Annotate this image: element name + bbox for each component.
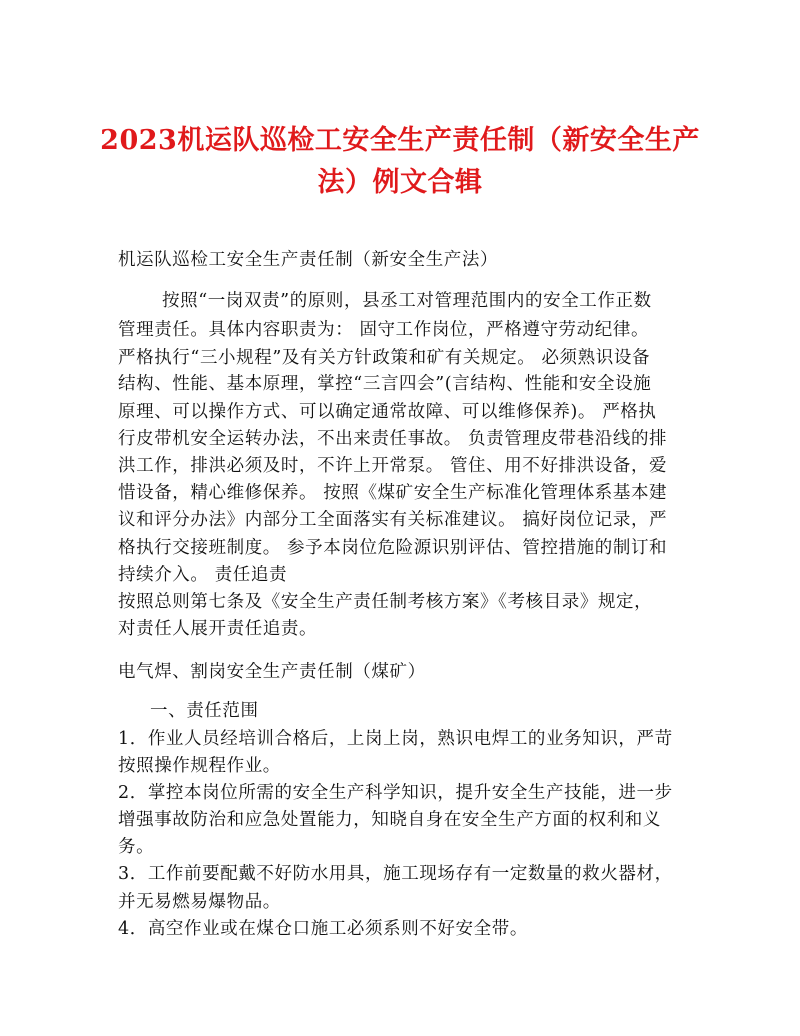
paragraph-line: 行皮带机安全运转办法，不出来责任事故。 负责管理皮带巷沿线的排 bbox=[118, 429, 668, 449]
section2-heading: 电气焊、割岗安全生产责任制（煤矿） bbox=[118, 662, 426, 682]
paragraph-line: 格执行交接班制度。 参予本岗位危险源识别评估、管控措施的制订和 bbox=[118, 538, 668, 558]
list-item-line: 按照操作规程作业。 bbox=[118, 756, 281, 776]
paragraph-line: 议和评分办法》内部分工全面落实有关标准建议。 搞好岗位记录，严 bbox=[118, 510, 668, 530]
list-item-line: 1．作业人员经培训合格后，上岗上岗，熟识电焊工的业务知识，严苛 bbox=[118, 729, 673, 749]
list-item-line: 2．掌控本岗位所需的安全生产科学知识，提升安全生产技能，进一步 bbox=[118, 783, 673, 803]
document-title bbox=[100, 120, 700, 204]
list-item-line: 增强事故防治和应急处置能力，知晓自身在安全生产方面的权利和义 bbox=[118, 810, 661, 830]
list-item-line: 并无易燃易爆物品。 bbox=[118, 892, 281, 912]
paragraph-line: 惜设备，精心维修保养。 按照《煤矿安全生产标准化管理体系基本建 bbox=[118, 483, 668, 503]
title-line-1: 2023机运队巡检工安全生产责任制（新安全生产 bbox=[100, 125, 700, 156]
paragraph-line: 按照“一岗双责”的原则，县丞工对管理范围内的安全工作正数 bbox=[162, 291, 652, 311]
paragraph-line: 原理、可以操作方式、可以确定通常故障、可以维修保养)。 严格执 bbox=[118, 402, 657, 422]
paragraph-line: 按照总则第七条及《安全生产责任制考核方案》《考核目录》规定， bbox=[118, 592, 653, 612]
section1-heading: 机运队巡检工安全生产责任制（新安全生产法） bbox=[118, 250, 499, 270]
paragraph-line: 持续介入。 责任追责 bbox=[118, 565, 288, 585]
paragraph-line: 对责任人展开责任追责。 bbox=[118, 619, 318, 639]
paragraph-line: 结构、性能、基本原理，掌控“三言四会”(言结构、性能和安全设施 bbox=[118, 374, 652, 394]
list-item-line: 3．工作前要配戴不好防水用具，施工现场存有一定数量的救火器材， bbox=[118, 864, 673, 884]
paragraph-line: 管理责任。具体内容职责为： 固守工作岗位，严格遵守劳动纪律。 bbox=[118, 320, 650, 340]
title-line-2: 法）例文合辑 bbox=[317, 167, 483, 198]
section2-subheading: 一、责任范围 bbox=[150, 701, 259, 721]
paragraph-line: 严格执行“三小规程”及有关方针政策和矿有关规定。 必须熟识设备 bbox=[118, 348, 651, 368]
list-item-line: 务。 bbox=[118, 837, 155, 857]
list-item-line: 4．高空作业或在煤仓口施工必须系则不好安全带。 bbox=[118, 919, 528, 939]
paragraph-line: 洪工作，排洪必须及时，不许上开常泵。 管住、用不好排洪设备，爱 bbox=[118, 456, 668, 476]
